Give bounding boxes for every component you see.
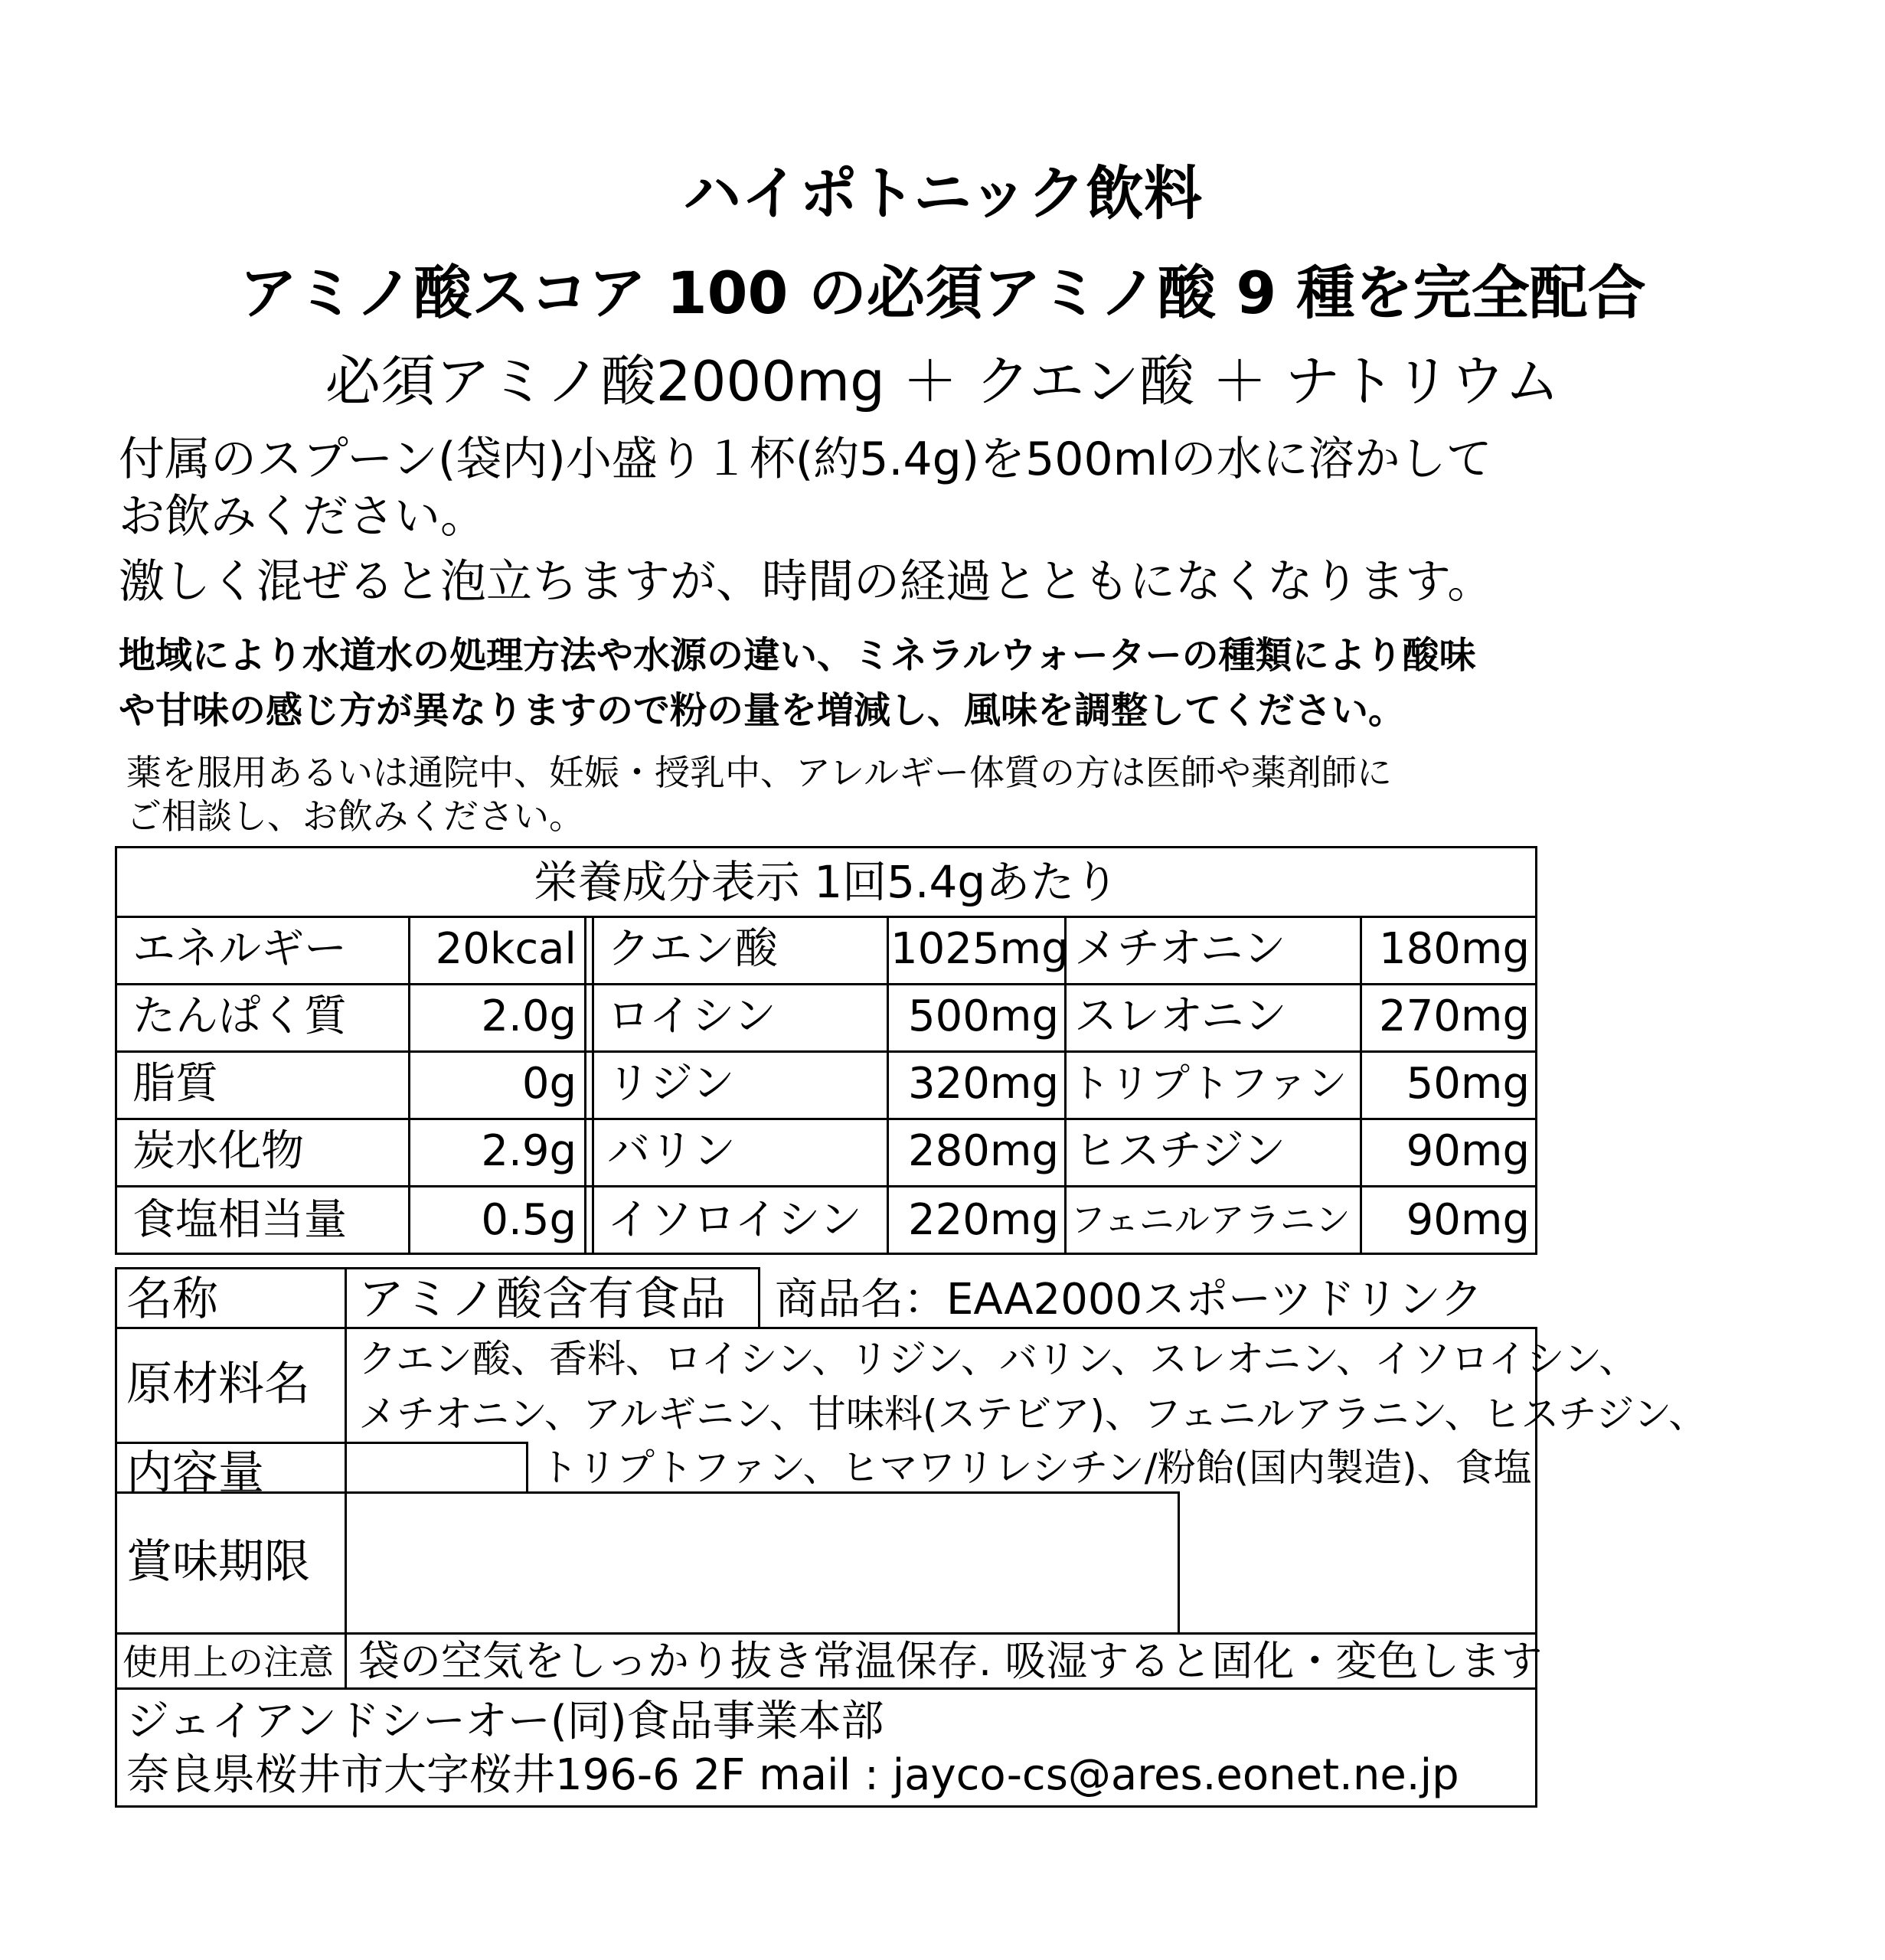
instruction-line-3: 激しく混ぜると泡立ちますが、時間の経過とともになくなります。 xyxy=(119,555,1494,609)
amino-value: 280mg xyxy=(908,1126,1059,1176)
best-before-label: 賞味期限 xyxy=(126,1535,310,1589)
table-border xyxy=(345,1267,347,1635)
table-border xyxy=(345,1632,347,1690)
amino-name: バリン xyxy=(607,1126,736,1176)
nutrient-name: たんぱく質 xyxy=(132,991,347,1041)
taste-notice-line-1: 地域により水道水の処理方法や水源の違い、ミネラルウォーターの種類により酸味 xyxy=(119,634,1476,677)
instruction-line-1: 付属のスプーン(袋内)小盛り１杯(約5.4g)を500mlの水に溶かして xyxy=(119,433,1492,486)
usage-caution-label: 使用上の注意 xyxy=(123,1642,334,1683)
nutrient-name: 炭水化物 xyxy=(132,1126,304,1176)
amino-value: 1025mg xyxy=(890,924,1069,974)
amino-name: ロイシン xyxy=(607,991,776,1041)
table-border xyxy=(526,1442,528,1494)
amino-name: ヒスチジン xyxy=(1074,1126,1286,1176)
amino-value: 220mg xyxy=(908,1195,1059,1245)
health-caution-line-2: ご相談し、お飲みください。 xyxy=(126,795,584,837)
nutrient-name: エネルギー xyxy=(132,924,347,974)
nutrient-name: 食塩相当量 xyxy=(132,1195,347,1245)
table-border xyxy=(115,1327,1537,1329)
table-border xyxy=(115,1442,528,1444)
table-border xyxy=(115,1687,1537,1690)
table-border xyxy=(115,1632,1537,1635)
table-border xyxy=(758,1267,760,1327)
usage-caution-value: 袋の空気をしっかり抜き常温保存. 吸湿すると固化・変色します xyxy=(358,1637,1543,1685)
ingredients-line-1: クエン酸、香料、ロイシン、リジン、バリン、スレオニン、イソロイシン、 xyxy=(358,1337,1638,1381)
nutrient-value: 20kcal xyxy=(435,924,577,974)
amino-value: 180mg xyxy=(1379,924,1530,974)
health-caution-line-1: 薬を服用あるいは通院中、妊娠・授乳中、アレルギー体質の方は医師や薬剤師に xyxy=(126,752,1393,793)
product-formula: 必須アミノ酸2000mg ＋ クエン酸 ＋ ナトリウム xyxy=(325,349,1560,413)
name-value: アミノ酸含有食品 xyxy=(358,1272,726,1326)
product-info-table xyxy=(115,1267,1707,1807)
product-headline: アミノ酸スコア 100 の必須アミノ酸 9 種を完全配合 xyxy=(239,259,1646,327)
nutrient-value: 2.0g xyxy=(481,991,577,1041)
nutrient-name: 脂質 xyxy=(132,1059,218,1109)
taste-notice-line-2: や甘味の感じ方が異なりますので粉の量を増減し、風味を調整してください。 xyxy=(119,689,1406,732)
amino-value: 90mg xyxy=(1406,1195,1530,1245)
content-label: 内容量 xyxy=(126,1446,264,1500)
name-label: 名称 xyxy=(126,1272,218,1326)
amino-value: 500mg xyxy=(908,991,1059,1041)
amino-name: イソロイシン xyxy=(607,1195,862,1245)
nutrition-table-title: 栄養成分表示 1回5.4gあたり xyxy=(117,848,1535,918)
nutrition-row xyxy=(117,1118,1535,1185)
nutrition-table xyxy=(115,846,1537,1255)
nutrition-row xyxy=(117,1050,1535,1118)
ingredients-line-3: トリプトファン、ヒマワリレシチン/粉飴(国内製造)、食塩 xyxy=(540,1446,1532,1490)
nutrition-row xyxy=(117,1185,1535,1255)
product-category-title: ハイポトニック飲料 xyxy=(683,159,1202,227)
table-border xyxy=(1178,1491,1180,1635)
amino-value: 90mg xyxy=(1406,1126,1530,1176)
company-address: 奈良県桜井市大字桜井196-6 2F mail : jayco-cs@ares.eonet.ne.jp xyxy=(126,1750,1459,1800)
nutrient-value: 2.9g xyxy=(481,1126,577,1176)
table-border xyxy=(115,1805,1537,1808)
amino-name: フェニルアラニン xyxy=(1070,1199,1351,1240)
amino-name: メチオニン xyxy=(1074,924,1286,974)
table-border xyxy=(115,1267,760,1269)
company-name: ジェイアンドシーオー(同)食品事業本部 xyxy=(126,1697,884,1746)
amino-name: クエン酸 xyxy=(607,924,778,974)
amino-value: 320mg xyxy=(908,1059,1059,1109)
amino-value: 50mg xyxy=(1406,1059,1530,1109)
amino-name: トリプトファン xyxy=(1070,1061,1348,1107)
nutrition-row xyxy=(117,916,1535,983)
nutrient-value: 0g xyxy=(521,1059,577,1109)
nutrition-row xyxy=(117,983,1535,1050)
ingredients-line-2: メチオニン、アルギニン、甘味料(ステビア)、フェニルアラニン、ヒスチジン、 xyxy=(358,1392,1707,1436)
instruction-line-2: お飲みください。 xyxy=(119,490,486,544)
amino-name: リジン xyxy=(607,1059,735,1109)
amino-value: 270mg xyxy=(1379,991,1530,1041)
nutrient-value: 0.5g xyxy=(481,1195,577,1245)
amino-name: スレオニン xyxy=(1074,991,1287,1041)
table-border xyxy=(115,1267,117,1807)
product-name: 商品名：EAA2000スポーツドリンク xyxy=(775,1275,1483,1325)
ingredients-label: 原材料名 xyxy=(126,1357,310,1411)
